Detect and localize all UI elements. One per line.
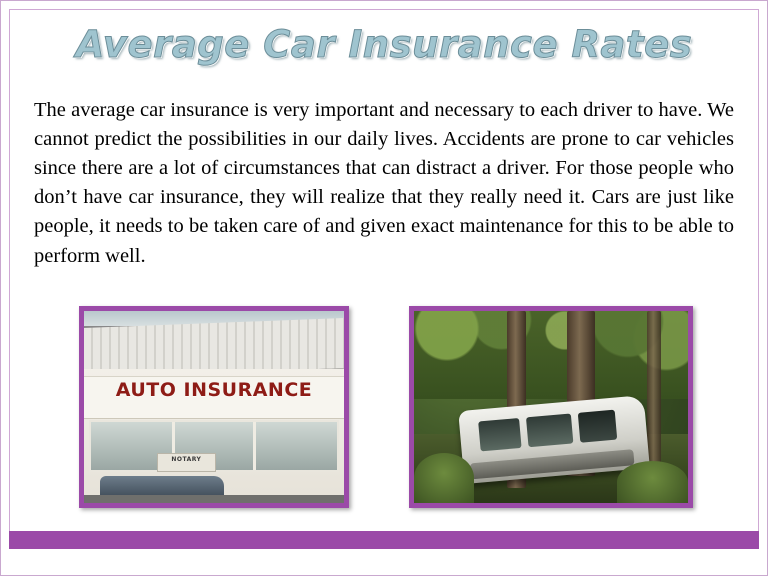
pavement [84, 495, 344, 503]
page-title: Average Car Insurance Rates [75, 23, 693, 66]
notary-sign: NOTARY [157, 453, 216, 472]
body-paragraph: The average car insurance is very important and necessary to each driver to have. We cannot predict the possibilities in our daily lives. Accidents are prone to car vehicles since there are a lot of circumstances that can distract a driver. For those people who don’t have car insurance, they will realize that they really need it. Cars are just like people, it needs to be taken care of and given exact maintenance for this to be able to perform well. [34, 99, 734, 267]
car-window [477, 418, 520, 452]
tree-trunk [647, 311, 661, 465]
storefront-illustration [84, 311, 344, 503]
car-window [526, 413, 573, 447]
photo-row [1, 301, 767, 513]
window-mullion [253, 422, 256, 470]
car-window [578, 409, 618, 443]
shrub [617, 461, 688, 503]
storefront-sign-text: AUTO INSURANCE [115, 379, 313, 402]
wreck-illustration [414, 311, 688, 503]
shrub [414, 453, 474, 503]
overturned-car-photo [409, 306, 693, 508]
auto-insurance-storefront-photo [79, 306, 349, 508]
footer-strip [9, 549, 759, 567]
footer-accent-bar [9, 531, 759, 549]
